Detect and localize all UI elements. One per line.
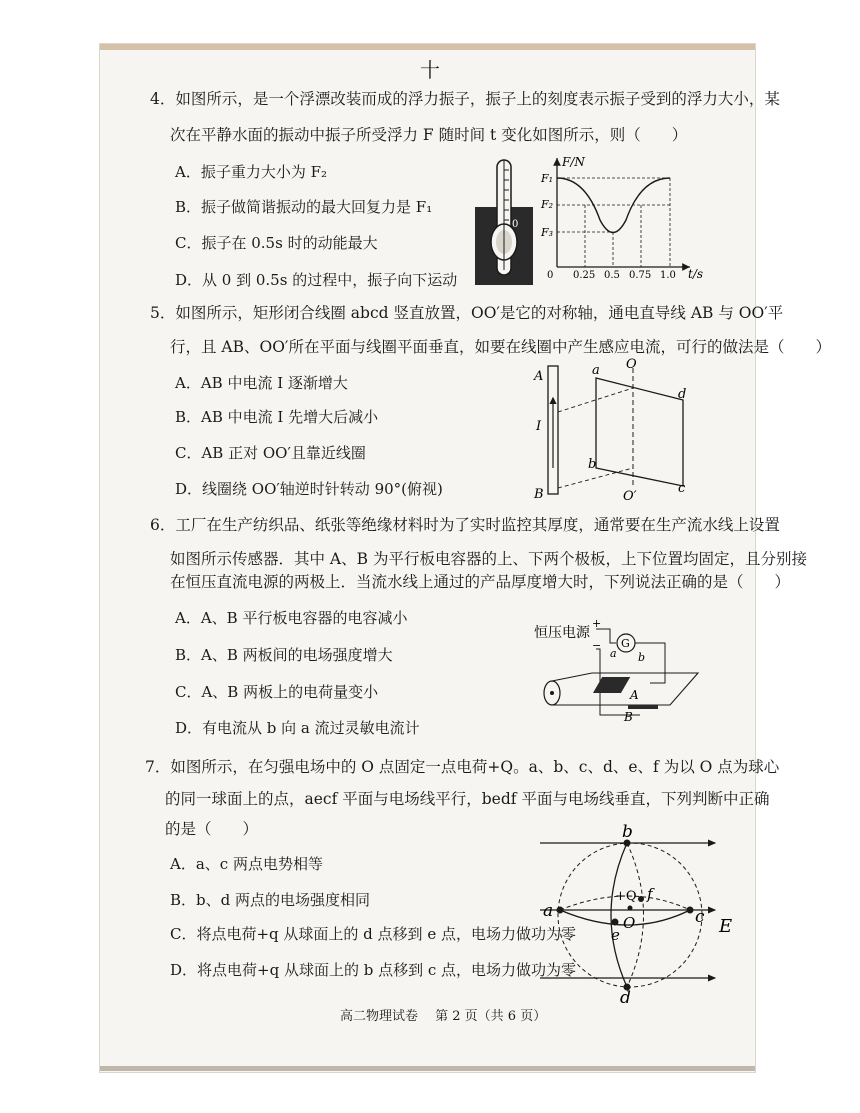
point-o: O	[623, 914, 636, 932]
axis-label-o: O	[626, 358, 637, 372]
q4-option-a: A．振子重力大小为 F₂	[175, 163, 328, 181]
paper-bottom-edge	[100, 1066, 755, 1071]
galvanometer-label: G	[621, 637, 630, 650]
point-a: a	[543, 901, 554, 921]
q6-stem-line3: 在恒压直流电源的两极上．当流水线上通过的产品厚度增大时，下列说法正确的是（ ）	[170, 573, 791, 591]
current-label: I	[536, 419, 542, 434]
q5-option-a: A．AB 中电流 I 逐渐增大	[175, 374, 348, 392]
page-footer: 高二物理试卷 第 2 页（共 6 页）	[340, 1009, 547, 1024]
q7-stem-line1: 7．如图所示，在匀强电场中的 O 点固定一点电荷+Q。a、b、c、d、e、f 为以 O 点为球心	[145, 758, 780, 776]
tick-05: 0.5	[604, 270, 620, 280]
q4-float-figure	[468, 150, 543, 290]
q5-stem-line1: 5．如图所示，矩形闭合线圈 abcd 竖直放置，OO′是它的对称轴，通电直导线 AB 与 OO′平	[150, 304, 784, 322]
q6-option-d: D．有电流从 b 向 a 流过灵敏电流计	[175, 719, 420, 737]
power-minus: −	[592, 639, 602, 652]
q6-stem-line2: 如图所示传感器．其中 A、B 为平行板电容器的上、下两个极板，上下位置均固定，且分别接	[170, 550, 807, 568]
q7-stem-line2: 的同一球面上的点，aecf 平面与电场线平行，bedf 平面与电场线垂直，下列判断中正确	[165, 790, 770, 808]
power-label: 恒压电源	[534, 625, 590, 641]
point-c: c	[695, 907, 705, 927]
wire-label-a: A	[534, 369, 544, 384]
coil-label-c: c	[678, 481, 686, 496]
q6-option-a: A．A、B 平行板电容器的电容减小	[175, 609, 408, 627]
q4-force-time-graph	[540, 150, 710, 280]
terminal-a: a	[610, 647, 617, 660]
q7-option-a: A．a、c 两点电势相等	[170, 855, 323, 873]
plate-b-label: B	[624, 710, 633, 724]
charge-label: +Q	[615, 889, 637, 904]
q4-stem-line1: 4．如图所示，是一个浮漂改装而成的浮力振子，振子上的刻度表示振子受到的浮力大小，某	[150, 90, 780, 108]
q4-option-b: B．振子做简谐振动的最大回复力是 F₁	[175, 198, 433, 216]
graph-origin: 0	[547, 270, 554, 280]
q5-option-d: D．线圈绕 OO′轴逆时针转动 90°(俯视)	[175, 480, 443, 498]
q4-option-c: C．振子在 0.5s 时的动能最大	[175, 234, 378, 252]
coil-label-b: b	[588, 457, 597, 472]
tick-075: 0.75	[629, 270, 652, 280]
point-d: d	[620, 988, 631, 1005]
q6-sensor-figure	[530, 615, 705, 725]
q7-stem-line3: 的是（ ）	[165, 820, 259, 838]
axis-label-o-prime: O′	[623, 489, 637, 504]
power-plus: +	[592, 617, 602, 630]
q6-stem-line1: 6．工厂在生产纺织品、纸张等绝缘材料时为了实时监控其厚度，通常要在生产流水线上设置	[150, 516, 780, 534]
x-axis-label: t/s	[688, 267, 704, 280]
point-e: e	[611, 926, 620, 944]
tick-025: 0.25	[573, 270, 596, 280]
q5-stem-line2: 行，且 AB、OO′所在平面与线圈平面垂直，如要在线圈中产生感应电流，可行的做法是（ ）	[170, 338, 831, 356]
q5-option-b: B．AB 中电流 I 先增大后减小	[175, 408, 379, 426]
q5-coil-figure	[528, 358, 708, 506]
point-b: b	[622, 822, 633, 842]
q7-option-c: C．将点电荷+q 从球面上的 d 点移到 e 点，电场力做功为零	[170, 925, 576, 943]
tick-f2: F₂	[541, 198, 554, 211]
tick-f1: F₁	[541, 172, 554, 185]
q7-option-d: D．将点电荷+q 从球面上的 b 点移到 c 点，电场力做功为零	[170, 961, 577, 979]
paper-top-edge	[100, 44, 755, 50]
q4-stem-line2: 次在平静水面的振动中振子所受浮力 F 随时间 t 变化如图所示，则（ ）	[170, 126, 688, 144]
field-label-e: E	[719, 916, 733, 937]
q7-option-b: B．b、d 两点的电场强度相同	[170, 891, 370, 909]
header-mark: 十	[420, 58, 440, 82]
plate-a-label: A	[630, 688, 639, 702]
tick-10: 1.0	[660, 270, 676, 280]
wire-label-b: B	[534, 487, 544, 502]
q6-option-b: B．A、B 两板间的电场强度增大	[175, 646, 393, 664]
coil-label-a: a	[592, 363, 600, 378]
coil-label-d: d	[678, 387, 687, 402]
q6-option-c: C．A、B 两板上的电荷量变小	[175, 683, 379, 701]
tick-f3: F₃	[541, 226, 554, 239]
q7-sphere-figure	[535, 820, 745, 1005]
terminal-b: b	[638, 651, 646, 664]
y-axis-label: F/N	[562, 155, 585, 169]
q4-option-d: D．从 0 到 0.5s 的过程中，振子向下运动	[175, 271, 458, 289]
q5-option-c: C．AB 正对 OO′且靠近线圈	[175, 444, 366, 462]
float-zero-mark: 0	[512, 219, 519, 230]
point-f: f	[647, 885, 653, 903]
